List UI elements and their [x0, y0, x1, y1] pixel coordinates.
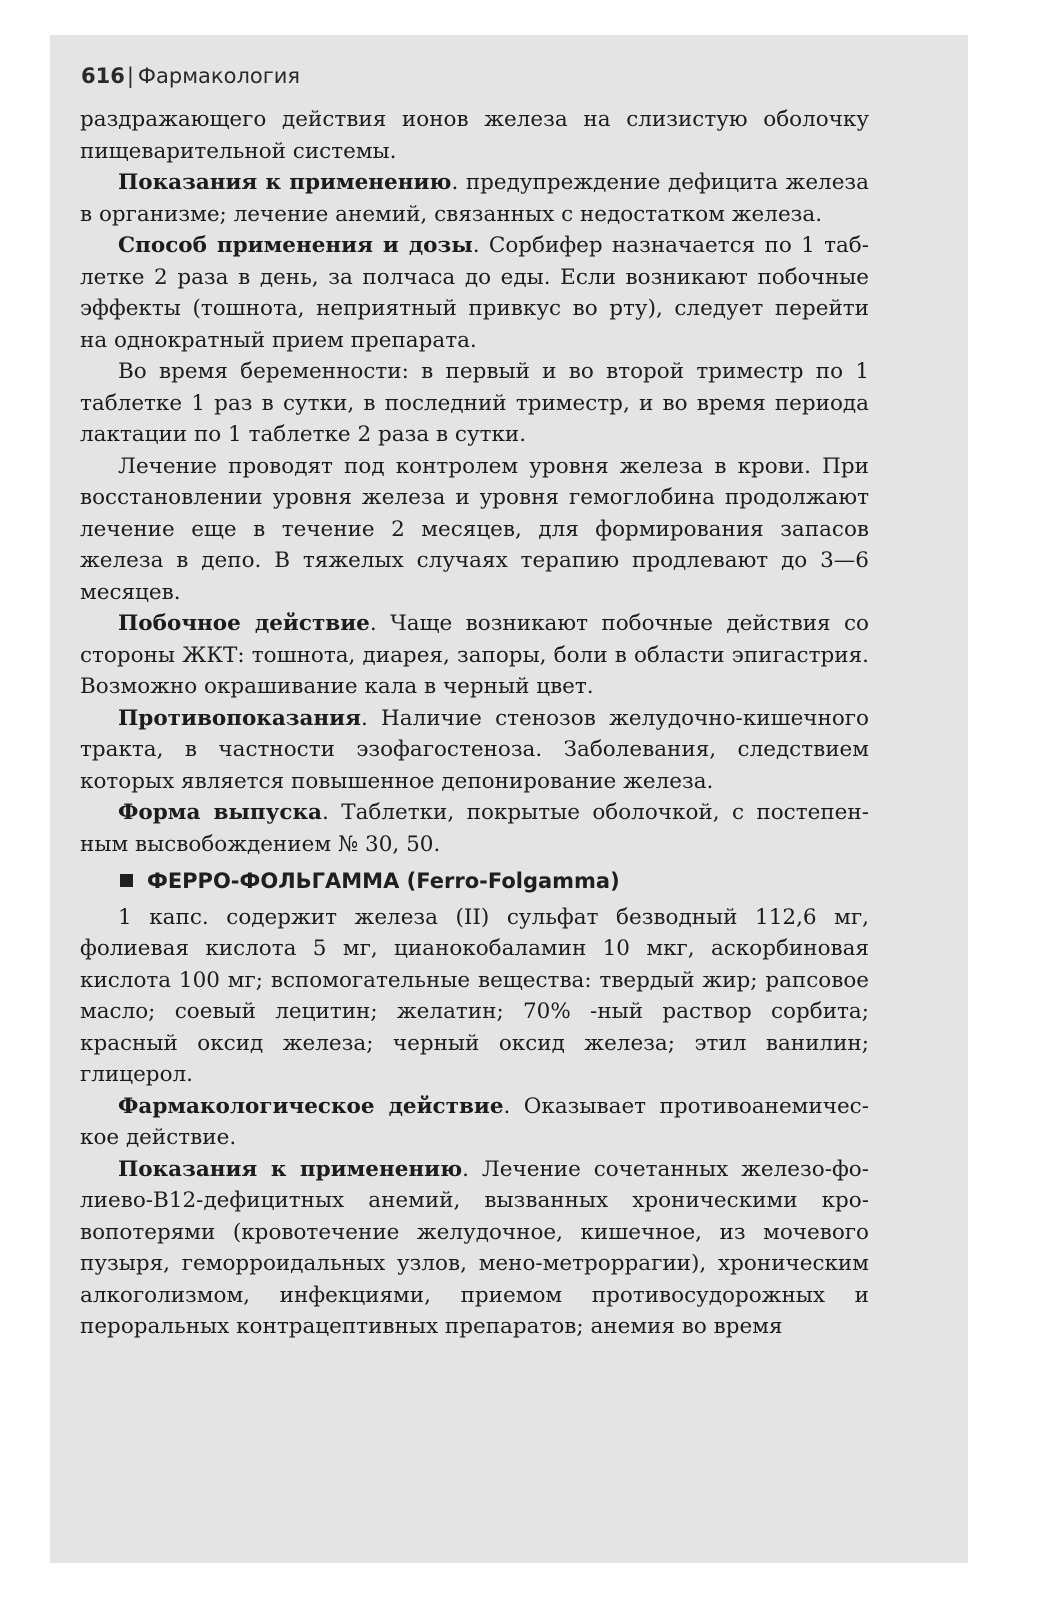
paragraph-pregnancy: [80, 356, 869, 451]
paragraph-text: 1 капс. содержит железа (II) сульфат безводный 112,6 мг, фолиевая кислота 5 мг, цианокобаламин 10 мкг, аскорбиновая кислота 100 мг; вспомогательные вещества: твердый жир; рапсовое масло; соевый лецитин; желатин; 70% -ный раствор сорбита; красный оксид железа; черный оксид железа; этил ванилин; глицерол.: [80, 904, 869, 1087]
paragraph-text: . Лечение сочетанных железо-фолиево-В12-дефицитных анемий, вызванных хроническими кровопотерями (кровотечение желудочное, кишечное, из мочевого пузыря, геморроидальных узлов, мено-метроррагии), хроническим алкоголизмом, инфекциями, приемом противосудорожных и пероральных контрацептивных препаратов; анемия во время: [80, 1156, 869, 1339]
header-separator: |: [126, 64, 134, 88]
paragraph-label: Форма выпуска: [118, 800, 322, 825]
paragraph-text: . Таблетки, покрытые оболочкой, с постепенным высвобождением № 30, 50.: [80, 800, 869, 857]
paragraph-text: . Наличие стенозов желудочно-кишечного тракта, в частности эзофагостеноза. Заболевания, следствием которых является повышенное депонирование железа.: [80, 705, 869, 794]
paragraph-text: . Сорбифер назначается по 1 таблетке 2 раза в день, за полчаса до еды. Если возникают побочные эффекты (тошнота, неприятный привкус во рту), следует перейти на однократный прием препарата.: [80, 233, 870, 353]
paragraph-label: Противопоказания: [118, 705, 361, 731]
paragraph-treatment: [80, 451, 869, 609]
paragraph-text: . Оказывает противоанемическое действие.: [80, 1093, 869, 1150]
drug-name: ФЕРРО-ФОЛЬГАММА: [147, 869, 400, 893]
drug-heading: [80, 866, 869, 898]
paragraph-indications: [80, 167, 869, 230]
page-number: 616: [81, 64, 125, 88]
paragraph-label: Способ применения и дозы: [118, 233, 473, 258]
paragraph-text: . Чаще возникают побочные действия со стороны ЖКТ: тошнота, диарея, запоры, боли в области эпигастрия. Возможно окрашивание кала в черный цвет.: [80, 611, 869, 699]
paragraph-release-form: [80, 797, 869, 860]
paragraph-dosage: [80, 230, 869, 356]
paragraph-text: раздражающего действия ионов железа на слизистую оболочку пищеварительной системы.: [80, 107, 869, 164]
paragraph-label: Показания к применению: [118, 1156, 463, 1182]
paragraph-label: Побочное действие: [118, 611, 370, 636]
paragraph-text: . предупреждение дефицита железа в организме; лечение анемий, связанных с недостатком железа.: [80, 170, 869, 227]
running-header: [81, 64, 300, 88]
paragraph-continuation: [80, 104, 869, 167]
paragraph-drug-indications: [80, 1154, 869, 1343]
paragraph-label: Показания к применению: [118, 170, 452, 195]
paragraph-composition: [80, 902, 869, 1091]
paragraph-pharmacology: [80, 1091, 869, 1154]
paragraph-label: Фармакологическое действие: [118, 1093, 504, 1119]
paragraph-contraindications: [80, 703, 869, 798]
paragraph-text: Лечение проводят под контролем уровня железа в крови. При восстановлении уровня железа и уровня гемоглобина продолжают лечение еще в течение 2 месяцев, для формирования запасов железа в депо. В тяжелых случаях терапию продлевают до 3—6 месяцев.: [80, 453, 869, 605]
section-title: Фармакология: [137, 64, 301, 88]
drug-latin-name: (Ferro-Folgamma): [406, 869, 620, 893]
paragraph-text: Во время беременности: в первый и во второй триместр по 1 таблетке 1 раз в сутки, в последний триместр, и во время периода лактации по 1 таблетке 2 раза в сутки.: [80, 359, 869, 447]
body-text: [80, 104, 869, 1343]
square-bullet-icon: [120, 874, 133, 887]
paragraph-side-effects: [80, 608, 869, 703]
